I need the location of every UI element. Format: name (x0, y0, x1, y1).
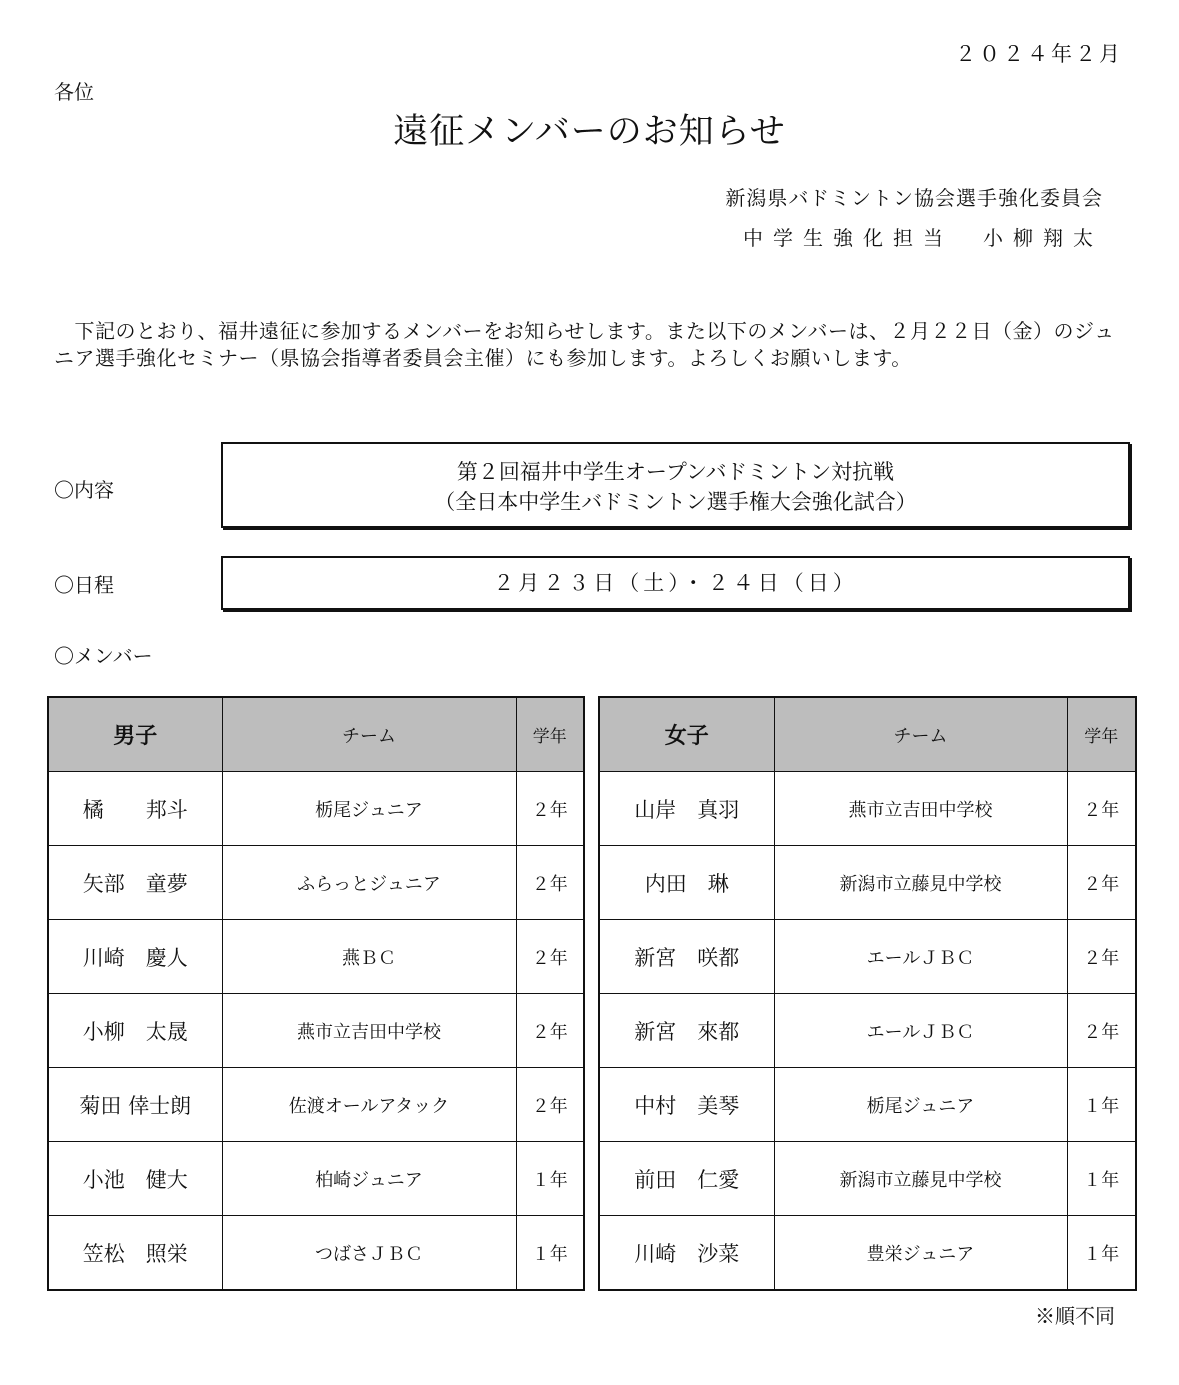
member-name: 菊田 倖士朗 (48, 1068, 222, 1142)
member-team: 佐渡オールアタック (222, 1068, 516, 1142)
order-note: ※順不同 (1035, 1304, 1115, 1328)
table-row (48, 994, 584, 1068)
table-row (599, 994, 1136, 1068)
organization: 新潟県バドミントン協会選手強化委員会 (725, 186, 1103, 210)
recipient: 各位 (54, 80, 94, 104)
member-team: 新潟市立藤見中学校 (774, 846, 1067, 920)
member-name: 矢部 童夢 (48, 846, 222, 920)
girls-header: 女子 (599, 697, 774, 772)
member-team: エールＪＢＣ (774, 994, 1067, 1068)
member-team: 柏崎ジュニア (222, 1142, 516, 1216)
table-row (599, 1216, 1136, 1291)
member-grade: ２年 (1067, 846, 1136, 920)
content-line1: 第２回福井中学生オープンバドミントン対抗戦 (456, 460, 895, 484)
team-header: チーム (222, 697, 516, 772)
girls-table (598, 696, 1137, 1291)
member-grade: ２年 (516, 1068, 584, 1142)
schedule-value: ２月２３日（土）・２４日（日） (493, 571, 858, 595)
member-name: 山岸 真羽 (599, 772, 774, 846)
member-team: エールＪＢＣ (774, 920, 1067, 994)
member-team: 栃尾ジュニア (222, 772, 516, 846)
members-label: 〇メンバー (54, 644, 153, 668)
member-grade: ２年 (516, 994, 584, 1068)
member-name: 内田 琳 (599, 846, 774, 920)
content-label: 〇内容 (54, 478, 114, 502)
member-grade: １年 (516, 1142, 584, 1216)
member-grade: ２年 (516, 846, 584, 920)
table-header-row (48, 697, 584, 772)
member-grade: ２年 (1067, 772, 1136, 846)
member-grade: １年 (1067, 1216, 1136, 1291)
table-row (48, 1142, 584, 1216)
member-name: 小池 健大 (48, 1142, 222, 1216)
member-name: 川崎 慶人 (48, 920, 222, 994)
schedule-box (221, 556, 1130, 610)
member-name: 笠松 照栄 (48, 1216, 222, 1291)
table-header-row (599, 697, 1136, 772)
grade-header: 学年 (516, 697, 584, 772)
body-paragraph: 下記のとおり、福井遠征に参加するメンバーをお知らせします。また以下のメンバーは、２月２２日（金）のジュニア選手強化セミナー（県協会指導者委員会主催）にも参加します。よろしくお願いします。 (54, 319, 1115, 370)
member-team: 新潟市立藤見中学校 (774, 1142, 1067, 1216)
table-row (599, 1068, 1136, 1142)
member-name: 前田 仁愛 (599, 1142, 774, 1216)
team-header: チーム (774, 697, 1067, 772)
table-row (599, 920, 1136, 994)
page-title: 遠征メンバーのお知らせ (393, 112, 786, 152)
document-date: ２０２４年２月 (955, 42, 1123, 66)
table-row (599, 1142, 1136, 1216)
member-grade: １年 (516, 1216, 584, 1291)
member-name: 川崎 沙菜 (599, 1216, 774, 1291)
member-grade: ２年 (1067, 920, 1136, 994)
member-team: 栃尾ジュニア (774, 1068, 1067, 1142)
member-grade: １年 (1067, 1142, 1136, 1216)
table-row (48, 1068, 584, 1142)
member-team: 燕市立吉田中学校 (222, 994, 516, 1068)
table-row (48, 920, 584, 994)
sender: 中学生強化担当 小柳翔太 (743, 226, 1103, 250)
member-team: つばさＪＢＣ (222, 1216, 516, 1291)
table-row (48, 1216, 584, 1291)
content-line2: （全日本中学生バドミントン選手権大会強化試合） (434, 490, 917, 514)
member-team: 豊栄ジュニア (774, 1216, 1067, 1291)
member-name: 中村 美琴 (599, 1068, 774, 1142)
member-grade: ２年 (516, 920, 584, 994)
schedule-label: 〇日程 (54, 573, 114, 597)
content-box (221, 442, 1130, 528)
table-row (599, 846, 1136, 920)
member-team: 燕ＢＣ (222, 920, 516, 994)
member-grade: １年 (1067, 1068, 1136, 1142)
member-name: 小柳 太晟 (48, 994, 222, 1068)
table-row (48, 772, 584, 846)
member-name: 新宮 咲都 (599, 920, 774, 994)
member-name: 新宮 來都 (599, 994, 774, 1068)
member-grade: ２年 (516, 772, 584, 846)
boys-header: 男子 (48, 697, 222, 772)
boys-table (47, 696, 585, 1291)
member-team: ふらっとジュニア (222, 846, 516, 920)
table-row (599, 772, 1136, 846)
grade-header: 学年 (1067, 697, 1136, 772)
member-grade: ２年 (1067, 994, 1136, 1068)
table-row (48, 846, 584, 920)
member-team: 燕市立吉田中学校 (774, 772, 1067, 846)
member-name: 橘 邦斗 (48, 772, 222, 846)
